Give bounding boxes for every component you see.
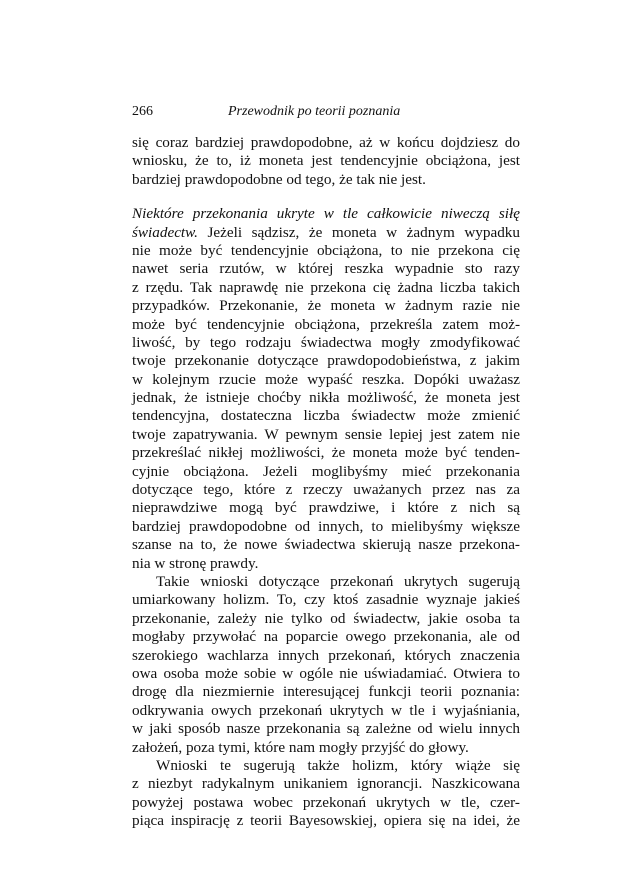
section-gap xyxy=(132,189,520,205)
paragraph-background-beliefs xyxy=(132,205,520,573)
paragraph-moderate-holism xyxy=(132,573,520,757)
book-page xyxy=(132,104,520,830)
text-line: Wnioski te sugerują także holizm, który wiąże się xyxy=(156,756,520,774)
text-line: dotyczące tego, które z rzeczy uważanych przez nas za xyxy=(132,481,520,499)
text-line: nia w stronę prawdy. xyxy=(132,554,259,572)
text-line: może być tendencyjnie obciążona, przekreśla zatem moż- xyxy=(132,315,520,333)
text-line: odkrywania owych przekonań ukrytych w tle i wyjaśniania, xyxy=(132,701,520,719)
running-header xyxy=(132,104,520,124)
running-title: Przewodnik po teorii poznania xyxy=(228,104,401,119)
text-line: Takie wnioski dotyczące przekonań ukrytych sugerują xyxy=(156,572,520,590)
text-line: piąca inspirację z teorii Bayesowskiej, opiera się na idei, że xyxy=(132,812,520,830)
italic-lead-line: Niektóre przekonania ukryte w tle całkowicie niweczą siłę xyxy=(132,205,520,223)
text-line: założeń, poza tymi, które nam mogły przyjść do głowy. xyxy=(132,738,469,756)
text-line: przekreślać nikłej możliwości, że moneta może być tenden- xyxy=(132,444,520,462)
text-line: nie może być tendencyjnie obciążona, to nie przekona cię xyxy=(132,241,520,259)
text-line: powyżej postawa wobec przekonań ukrytych w tle, czer- xyxy=(132,793,520,811)
text-line: z niezbyt radykalnym unikaniem ignorancji. Naszkicowana xyxy=(132,775,520,793)
text-line: owa osoba może sobie w ogóle nie uświadamiać. Otwiera to xyxy=(132,664,520,682)
text-line: bardziej prawdopodobne od tego, że tak nie jest. xyxy=(132,170,426,188)
page-number: 266 xyxy=(132,104,153,119)
text-line: bardziej prawdopodobne od innych, to mielibyśmy większe xyxy=(132,517,520,535)
text-line: nieprawdziwe mogą być prawdziwe, i które z nich są xyxy=(132,499,520,517)
text-line: twoje przekonanie dotyczące prawdopodobieństwa, z jakim xyxy=(132,352,520,370)
text-line: wniosku, że to, iż moneta jest tendencyjnie obciążona, jest xyxy=(132,152,520,170)
text-line: przypadków. Przekonanie, że moneta w żadnym razie nie xyxy=(132,297,520,315)
text-line: się coraz bardziej prawdopodobne, aż w końcu dojdziesz do xyxy=(132,134,520,151)
text-line: nawet seria rzutów, w której reszka wypadnie sto razy xyxy=(132,260,520,278)
text-line: mogłaby przywołać na poparcie owego przekonania, ale od xyxy=(132,628,520,646)
text-line: jednak, że istnieje choćby nikła możliwość, że moneta jest xyxy=(132,389,520,407)
italic-lead-word: świadectw. xyxy=(132,223,198,241)
text-line: przekonanie, zależy nie tylko od świadectw, jakie osoba ta xyxy=(132,609,520,627)
text-line: szanse na to, że nowe świadectwa skierują nasze przekona- xyxy=(132,536,520,554)
text-fragment: Jeżeli sądzisz, że moneta w żadnym wypadku xyxy=(197,223,520,241)
paragraph-ignorance-avoidance xyxy=(132,757,520,831)
text-line: twoje zapatrywania. W pewnym sensie lepiej jest zatem nie xyxy=(132,425,520,443)
paragraph-continuation xyxy=(132,134,520,189)
text-line: cyjnie obciążona. Jeżeli moglibyśmy mieć przekonania xyxy=(132,462,520,480)
text-line: liwość, by tego rodzaju świadectwa mogły zmodyfikować xyxy=(132,333,520,351)
text-line xyxy=(132,224,520,242)
text-line: w jaki sposób nasze przekonania są zależne od wielu innych xyxy=(132,720,520,738)
text-line: szerokiego wachlarza innych przekonań, których znaczenia xyxy=(132,646,520,664)
text-line: drogę dla niezmiernie interesującej funkcji teorii poznania: xyxy=(132,683,520,701)
text-line: w kolejnym rzucie może wypaść reszka. Dopóki uważasz xyxy=(132,370,520,388)
text-line: umiarkowany holizm. To, czy ktoś zasadnie wyznaje jakieś xyxy=(132,591,520,609)
text-line: tendencyjna, dostateczna liczba świadectw może zmienić xyxy=(132,407,520,425)
text-line: z rzędu. Tak naprawdę nie przekona cię żadna liczba takich xyxy=(132,278,520,296)
